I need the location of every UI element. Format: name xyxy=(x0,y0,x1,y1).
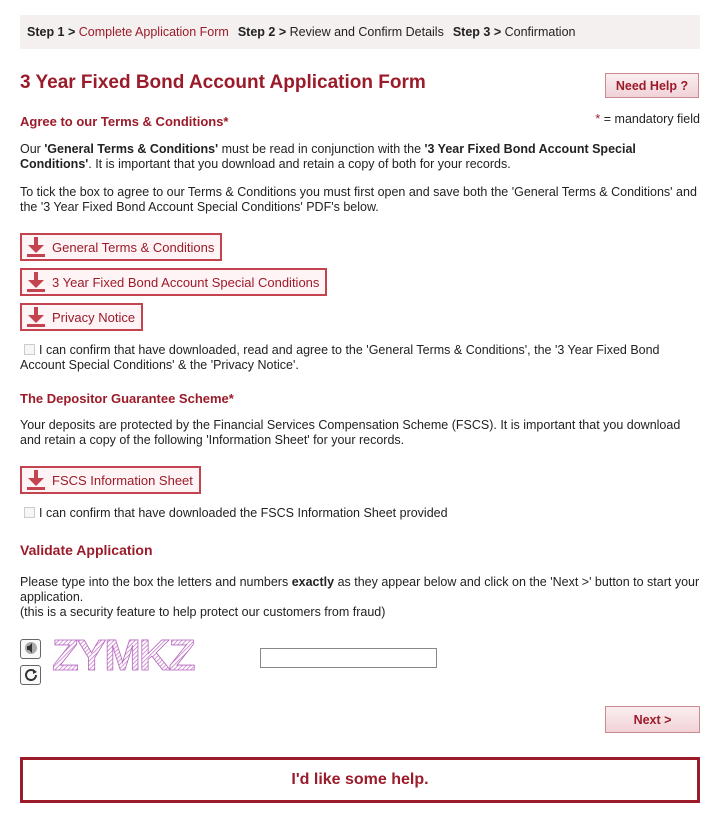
download-arrow-icon xyxy=(24,305,48,329)
terms-heading: Agree to our Terms & Conditions* xyxy=(20,114,229,129)
validate-heading: Validate Application xyxy=(20,542,153,558)
fscs-confirm-row xyxy=(20,506,700,521)
captcha-text: ZYMKZ xyxy=(52,634,194,674)
progress-steps xyxy=(20,15,700,49)
step-1: Step 1 > Complete Application Form xyxy=(27,25,229,39)
terms-confirm-label: I can confirm that have downloaded, read and agree to the 'General Terms & Conditions', the '3 Year Fixed Bond Account Special Conditions' & the 'Privacy Notice'. xyxy=(20,343,660,372)
download-arrow-icon xyxy=(24,468,48,492)
terms-confirm-row xyxy=(20,343,700,373)
mandatory-field-note: * = mandatory field xyxy=(595,112,700,126)
fscs-confirm-checkbox[interactable] xyxy=(24,507,35,518)
captcha-image xyxy=(52,634,202,674)
fscs-heading: The Depositor Guarantee Scheme* xyxy=(20,391,234,406)
download-arrow-icon xyxy=(24,270,48,294)
captcha-audio-button[interactable] xyxy=(20,639,41,659)
step-3: Step 3 > Confirmation xyxy=(452,25,576,39)
help-bar-button[interactable]: I'd like some help. xyxy=(20,757,700,803)
speaker-icon xyxy=(24,641,38,658)
captcha-refresh-button[interactable] xyxy=(20,665,41,685)
validate-instruction: Please type into the box the letters and numbers exactly as they appear below and click on the 'Next >' button to start your application. (this is a security feature to help protect our customers from fraud) xyxy=(20,575,700,619)
download-privacy-notice-button[interactable]: Privacy Notice xyxy=(20,303,143,331)
step-2: Step 2 > Review and Confirm Details xyxy=(237,25,444,39)
download-general-terms-button[interactable]: General Terms & Conditions xyxy=(20,233,222,261)
terms-intro-paragraph: Our 'General Terms & Conditions' must be read in conjunction with the '3 Year Fixed Bond Account Special Conditions'. It is important that you download and retain a copy of both for your records. xyxy=(20,142,636,171)
fscs-confirm-label: I can confirm that have downloaded the FSCS Information Sheet provided xyxy=(39,506,448,520)
download-fscs-sheet-button[interactable]: FSCS Information Sheet xyxy=(20,466,201,494)
download-special-conditions-button[interactable]: 3 Year Fixed Bond Account Special Conditions xyxy=(20,268,327,296)
need-help-button[interactable]: Need Help ? xyxy=(605,73,699,98)
terms-instruction-paragraph: To tick the box to agree to our Terms & Conditions you must first open and save both the 'General Terms & Conditions' and the '3 Year Fixed Bond Account Special Conditions' PDF's below. xyxy=(20,185,697,214)
captcha-input[interactable] xyxy=(260,648,437,668)
next-button[interactable]: Next > xyxy=(605,706,700,733)
refresh-icon xyxy=(24,667,38,684)
terms-confirm-checkbox[interactable] xyxy=(24,344,35,355)
fscs-paragraph: Your deposits are protected by the Financial Services Compensation Scheme (FSCS). It is important that you download and retain a copy of the following 'Information Sheet' for your records. xyxy=(20,418,681,447)
download-arrow-icon xyxy=(24,235,48,259)
page-title: 3 Year Fixed Bond Account Application Form xyxy=(20,72,426,93)
